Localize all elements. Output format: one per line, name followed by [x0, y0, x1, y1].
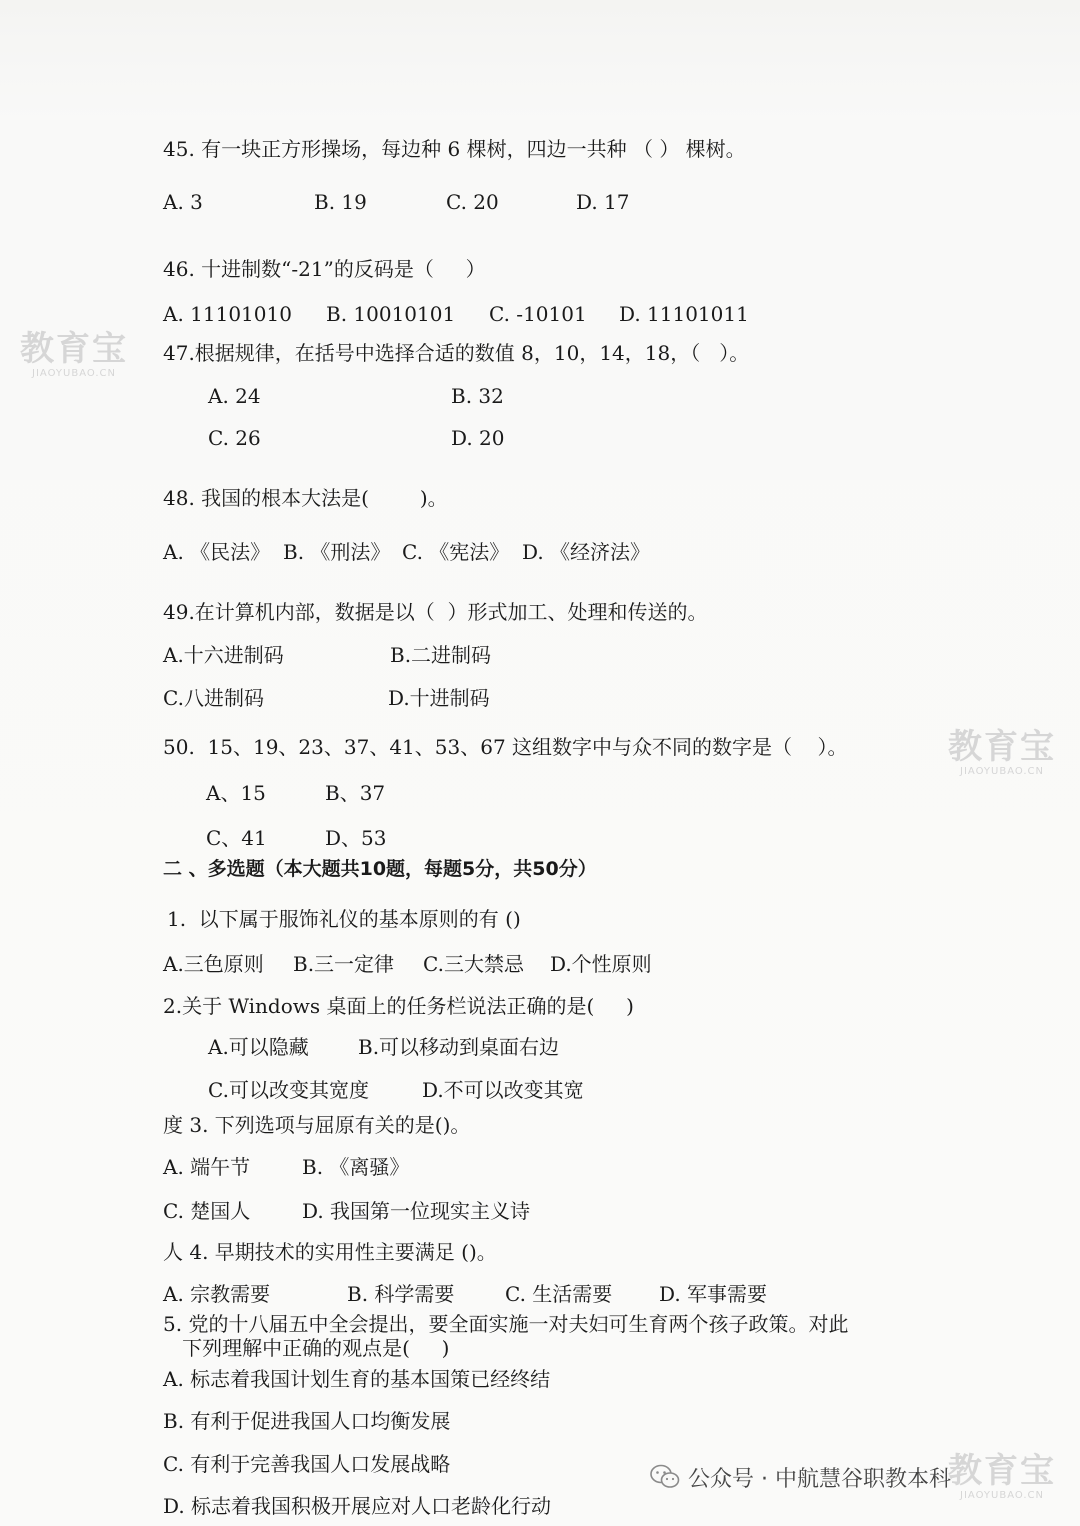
multi-question-5-stem-line1: 5. 党的十八届五中全会提出，要全面实施一对夫妇可生育两个孩子政策。对此: [163, 1312, 849, 1336]
watermark-sub-text: JIAOYUBAO.CN: [960, 766, 1044, 777]
wechat-account-tag[interactable]: [650, 1460, 951, 1494]
wechat-account-text: 公众号 · 中航慧谷职教本科: [688, 1466, 951, 1492]
question-47-option-c: C. 26: [208, 426, 261, 450]
question-50-option-a: A、15: [206, 781, 266, 805]
multi-question-1-option-c: C.三大禁忌: [423, 952, 524, 976]
question-47-option-d: D. 20: [451, 426, 505, 450]
question-49-option-b: B.二进制码: [390, 643, 492, 667]
question-50-stem: 50. 15、19、23、37、41、53、67 这组数字中与众不同的数字是（ ）。: [163, 735, 848, 759]
multi-question-5-option-a: A. 标志着我国计划生育的基本国策已经终结: [163, 1367, 551, 1391]
question-48-option-b: B. 《刑法》: [283, 540, 391, 564]
multi-question-1-option-b: B.三一定律: [293, 952, 395, 976]
question-50-option-d: D、53: [325, 826, 387, 850]
multi-question-1-option-d: D.个性原则: [550, 952, 652, 976]
multi-question-1-option-a: A.三色原则: [163, 952, 264, 976]
watermark-main-text: 教育宝: [948, 727, 1056, 767]
question-46-option-b: B. 10010101: [326, 302, 456, 326]
multi-question-2-option-a: A.可以隐藏: [208, 1035, 309, 1059]
question-50-option-c: C、41: [206, 826, 267, 850]
question-45-stem: 45. 有一块正方形操场，每边种 6 棵树，四边一共种 （ ） 棵树。: [163, 137, 746, 161]
question-47-option-b: B. 32: [451, 384, 504, 408]
multi-question-2-option-c: C.可以改变其宽度: [208, 1078, 369, 1102]
question-48-option-a: A. 《民法》: [163, 540, 271, 564]
watermark-sub-text: JIAOYUBAO.CN: [32, 368, 116, 379]
multi-question-4-option-c: C. 生活需要: [505, 1282, 613, 1306]
multi-question-5-stem-line2: 下列理解中正确的观点是( ): [163, 1336, 450, 1360]
question-49-option-c: C.八进制码: [163, 686, 264, 710]
question-49-option-a: A.十六进制码: [163, 643, 284, 667]
multi-question-2-option-b: B.可以移动到桌面右边: [358, 1035, 560, 1059]
multi-question-5-option-c: C. 有利于完善我国人口发展战略: [163, 1452, 451, 1476]
question-49-stem: 49.在计算机内部，数据是以（ ）形式加工、处理和传送的。: [163, 600, 708, 624]
watermark-main-text: 教育宝: [948, 1451, 1056, 1491]
multi-question-4-stem: 人 4. 早期技术的实用性主要满足 ()。: [163, 1240, 497, 1264]
multi-question-1-stem: 1. 以下属于服饰礼仪的基本原则的有 (): [167, 907, 521, 931]
wechat-icon: [650, 1464, 680, 1490]
section-2-heading: 二 、多选题（本大题共10题，每题5分，共50分）: [163, 858, 597, 880]
multi-question-2-option-d: D.不可以改变其宽: [422, 1078, 584, 1102]
question-45-option-b: B. 19: [314, 190, 367, 214]
watermark-sub-text: JIAOYUBAO.CN: [960, 1490, 1044, 1501]
watermark-bottom-right: [944, 1452, 1060, 1502]
multi-question-4-option-b: B. 科学需要: [347, 1282, 455, 1306]
multi-question-3-option-b: B. 《离骚》: [302, 1155, 410, 1179]
multi-question-5-option-b: B. 有利于促进我国人口均衡发展: [163, 1409, 451, 1433]
multi-question-4-option-a: A. 宗教需要: [163, 1282, 271, 1306]
question-46-option-c: C. -10101: [489, 302, 587, 326]
question-47-stem: 47.根据规律，在括号中选择合适的数值 8，10，14，18，（ ）。: [163, 341, 750, 365]
multi-question-5-option-d: D. 标志着我国积极开展应对人口老龄化行动: [163, 1494, 552, 1518]
watermark-main-text: 教育宝: [20, 329, 128, 369]
question-46-option-d: D. 11101011: [619, 302, 749, 326]
multi-question-2-stem: 2.关于 Windows 桌面上的任务栏说法正确的是( ): [163, 994, 634, 1018]
question-46-option-a: A. 11101010: [163, 302, 292, 326]
question-45-option-c: C. 20: [446, 190, 499, 214]
multi-question-3-option-d: D. 我国第一位现实主义诗: [302, 1199, 531, 1223]
question-48-option-c: C. 《宪法》: [402, 540, 510, 564]
question-48-option-d: D. 《经济法》: [522, 540, 651, 564]
question-45-option-d: D. 17: [576, 190, 630, 214]
multi-question-3-option-a: A. 端午节: [163, 1155, 251, 1179]
question-49-option-d: D.十进制码: [388, 686, 490, 710]
question-46-stem: 46. 十进制数“-21”的反码是（ ）: [163, 257, 486, 281]
multi-question-3-stem: 度 3. 下列选项与屈原有关的是()。: [163, 1113, 471, 1137]
multi-question-4-option-d: D. 军事需要: [659, 1282, 768, 1306]
watermark-right: [944, 728, 1060, 778]
watermark-left: [16, 330, 132, 380]
question-45-option-a: A. 3: [163, 190, 203, 214]
multi-question-3-option-c: C. 楚国人: [163, 1199, 251, 1223]
question-50-option-b: B、37: [325, 781, 386, 805]
question-48-stem: 48. 我国的根本大法是( )。: [163, 486, 448, 510]
question-47-option-a: A. 24: [208, 384, 261, 408]
